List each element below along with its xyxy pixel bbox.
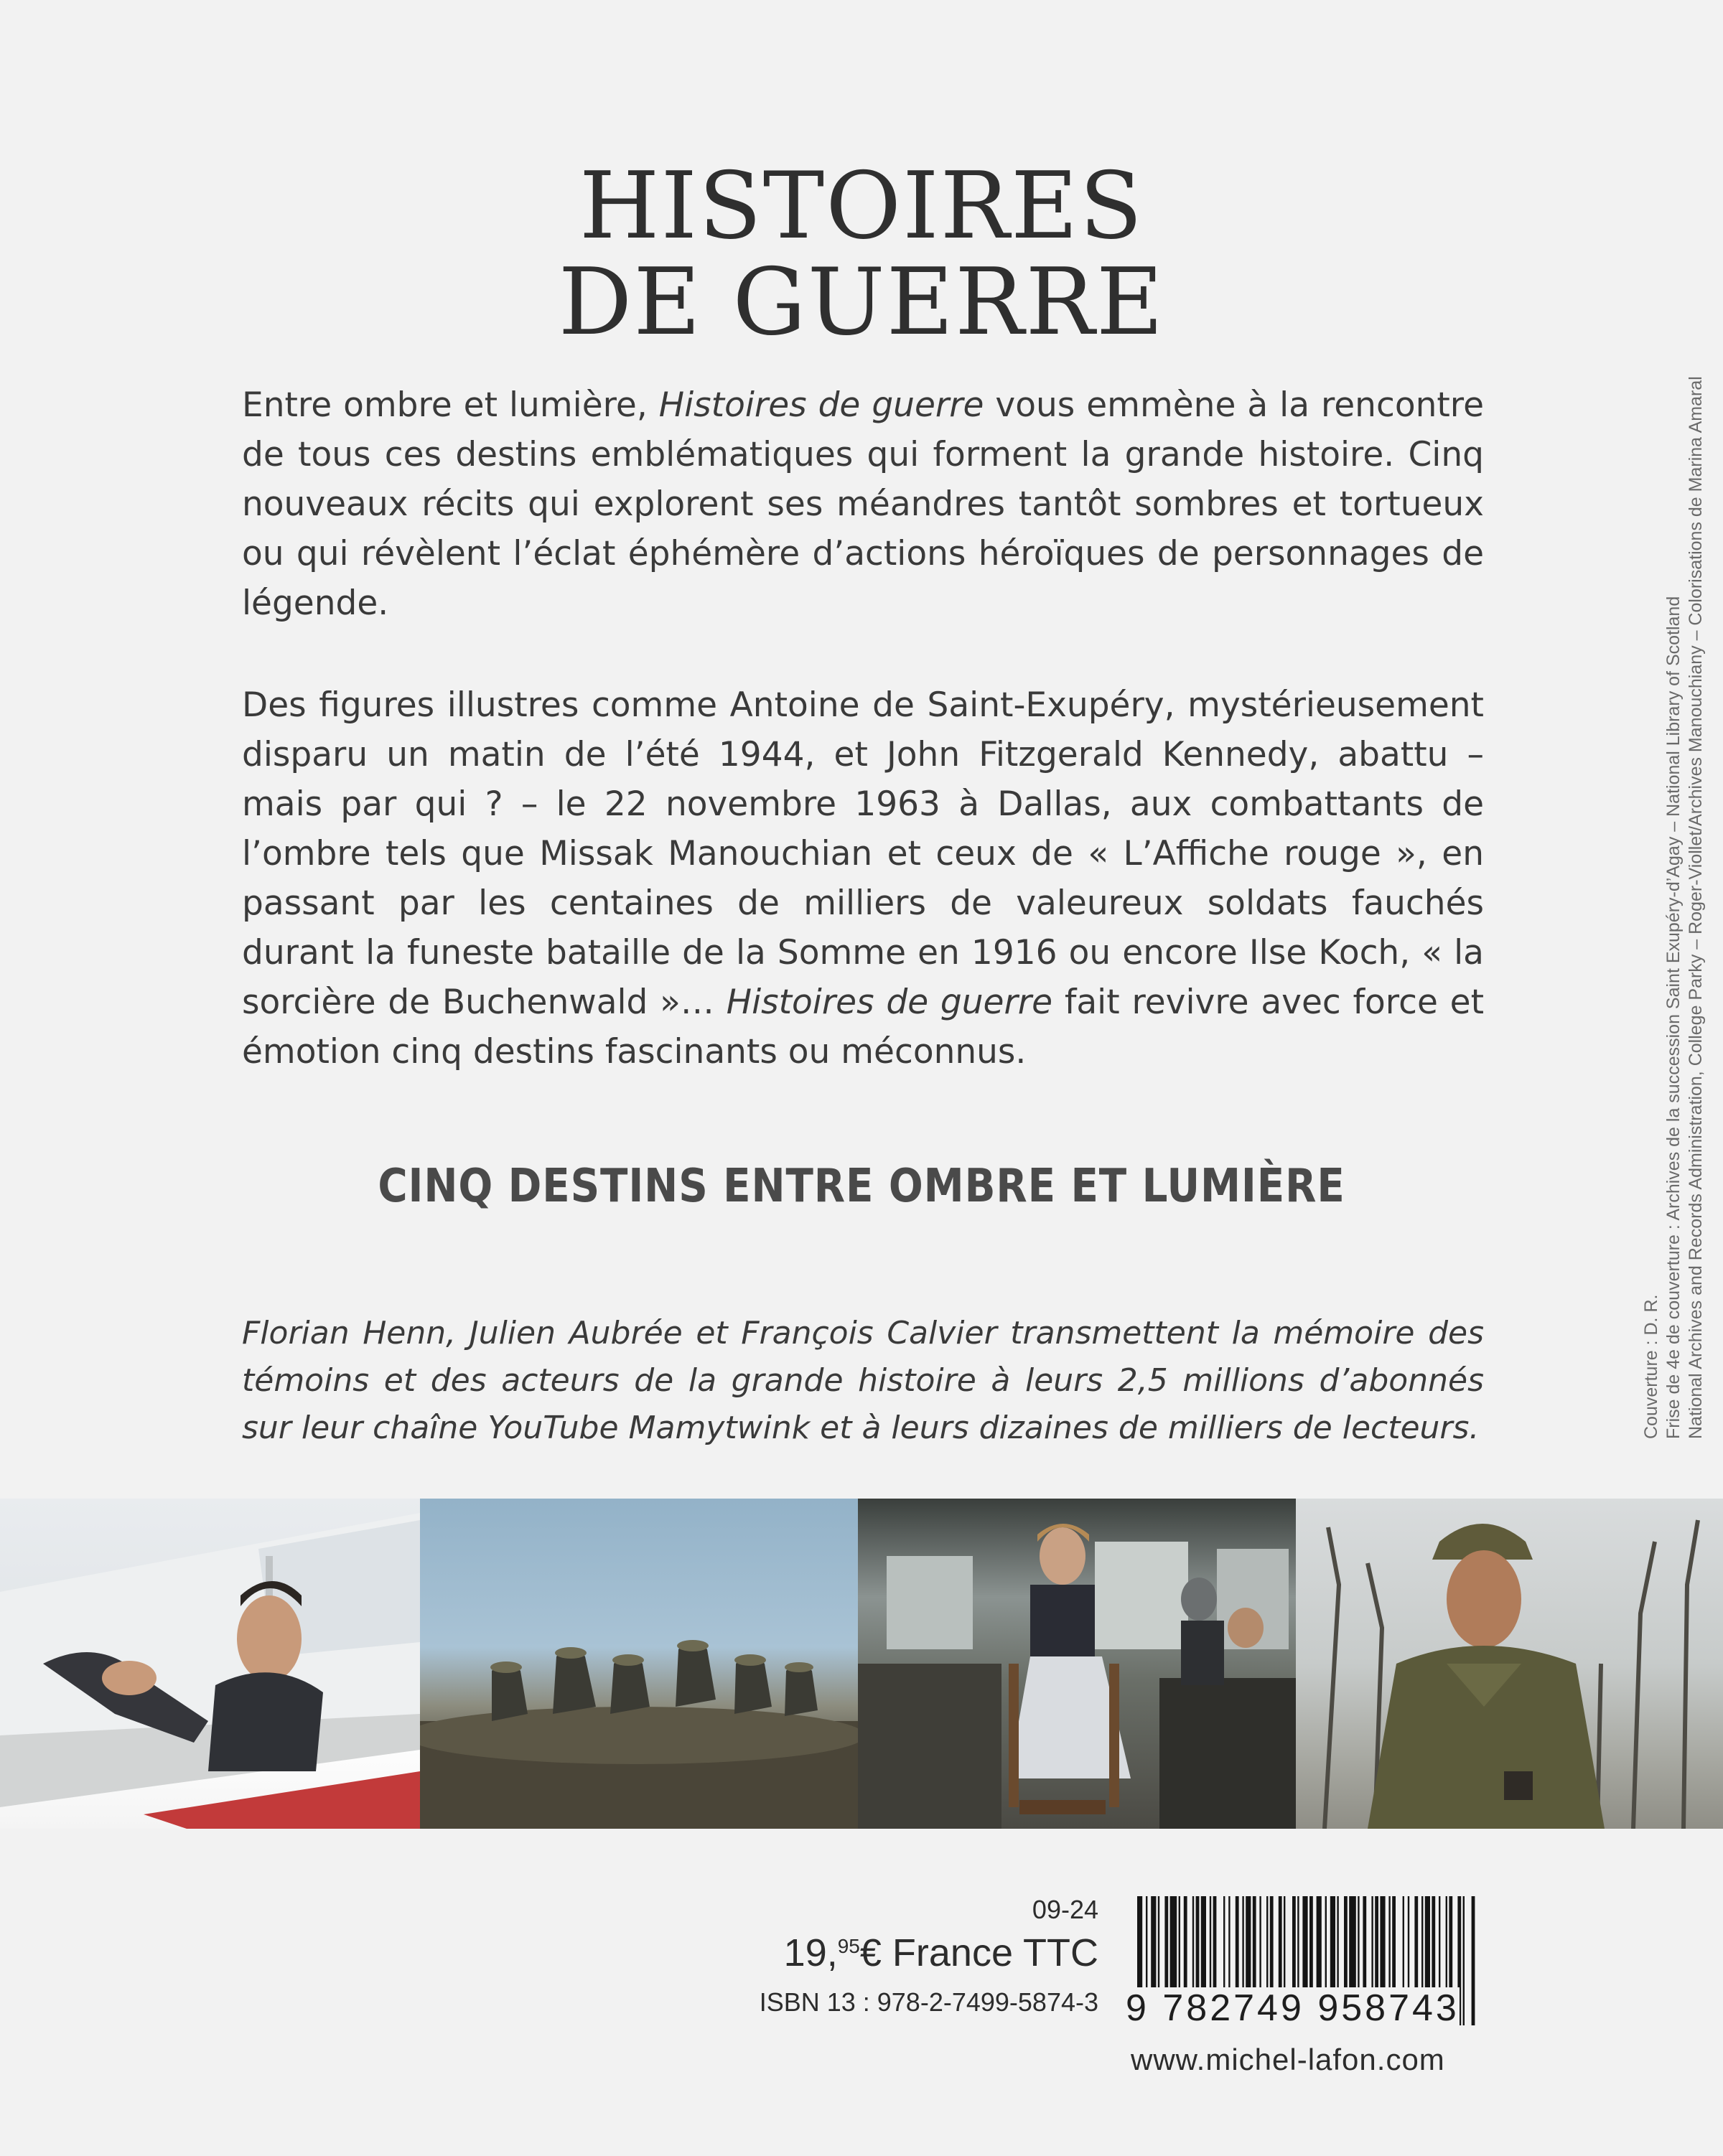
photo-strip [0, 1499, 1723, 1829]
isbn: ISBN 13 : 978-2-7499-5874-3 [759, 1987, 1098, 2017]
title-line-2: DE GUERRE [558, 248, 1165, 356]
p1-book-title-italic: Histoires de guerre [658, 385, 984, 425]
photo-courtroom-trial [858, 1499, 1296, 1829]
authors-bio: Florian Henn, Julien Aubrée et François Calvier transmettent la mémoire des témoins et des acteurs de la grande histoire à leurs 2,5 millions d’abonnés sur leur chaîne YouTube Mamytwink et à leurs dizaines de milliers de lecteurs. [242, 1315, 1484, 1446]
photo-soldiers-charge [420, 1499, 858, 1829]
summary-paragraph-1 [242, 380, 1484, 628]
photo-aviator-cockpit [0, 1499, 420, 1829]
p2-text-end: fait revivre avec force et émotion cinq destins fascinants ou méconnus. [242, 983, 1484, 1072]
price-cents: 95 [837, 1935, 860, 1957]
p2-text-start: Des figures illustres comme Antoine de Saint-Exupéry, mystérieusement disparu un matin de l’été 1944, et John Fitzgerald Kennedy, abattu – mais par qui ? – le 22 novembre 1963 à Dallas, aux combattants de l’ombre tels que Missak Manouchian et ceux de « L’Affiche rouge », en passant par les centaines de milliers de valeureux soldats fauchés durant la funeste bataille de la Somme en 1916 ou encore Ilse Koch, « la sorcière de Buchenwald »… [242, 685, 1484, 1022]
credit-line-2: Frise de 4e de couverture : Archives de la succession Saint Exupéry-d’Agay – National Library of Scotland [1663, 596, 1684, 1439]
p1-text-start: Entre ombre et lumière, [242, 385, 659, 425]
p1-text-end: vous emmène à la rencontre de tous ces destins emblématiques qui forment la grande histoire. Cinq nouveaux récits qui explorent ses méandres tantôt sombres et tortueux ou qui révèlent l’éclat éphémère d’actions héroïques de personnages de légende. [242, 385, 1484, 623]
price-currency: € France TTC [859, 1931, 1098, 1974]
credit-line-3: National Archives and Records Administration, College Parky – Roger-Viollet/Archives Manouchiany – Colorisations de Marina Amaral [1686, 376, 1706, 1439]
book-title [0, 152, 1723, 356]
publisher-website: www.michel-lafon.com [1131, 2043, 1445, 2076]
title-line-1: HISTOIRES [579, 152, 1144, 260]
barcode-number: 9 782749 958743 [1126, 1987, 1460, 2029]
barcode-digits [1126, 1987, 1485, 2030]
p2-book-title-italic: Histoires de guerre [726, 983, 1053, 1022]
photo-resistance-soldier [1296, 1499, 1723, 1829]
price-amount: 19, [783, 1931, 838, 1974]
photo-credits [1640, 291, 1707, 1439]
summary-paragraph-2 [242, 680, 1484, 1077]
credit-line-1: Couverture : D. R. [1641, 1294, 1661, 1439]
subheading: CINQ DESTINS ENTRE OMBRE ET LUMIÈRE [378, 1160, 1345, 1213]
edition-code: 09-24 [1032, 1895, 1098, 1924]
price [784, 1931, 1098, 1975]
